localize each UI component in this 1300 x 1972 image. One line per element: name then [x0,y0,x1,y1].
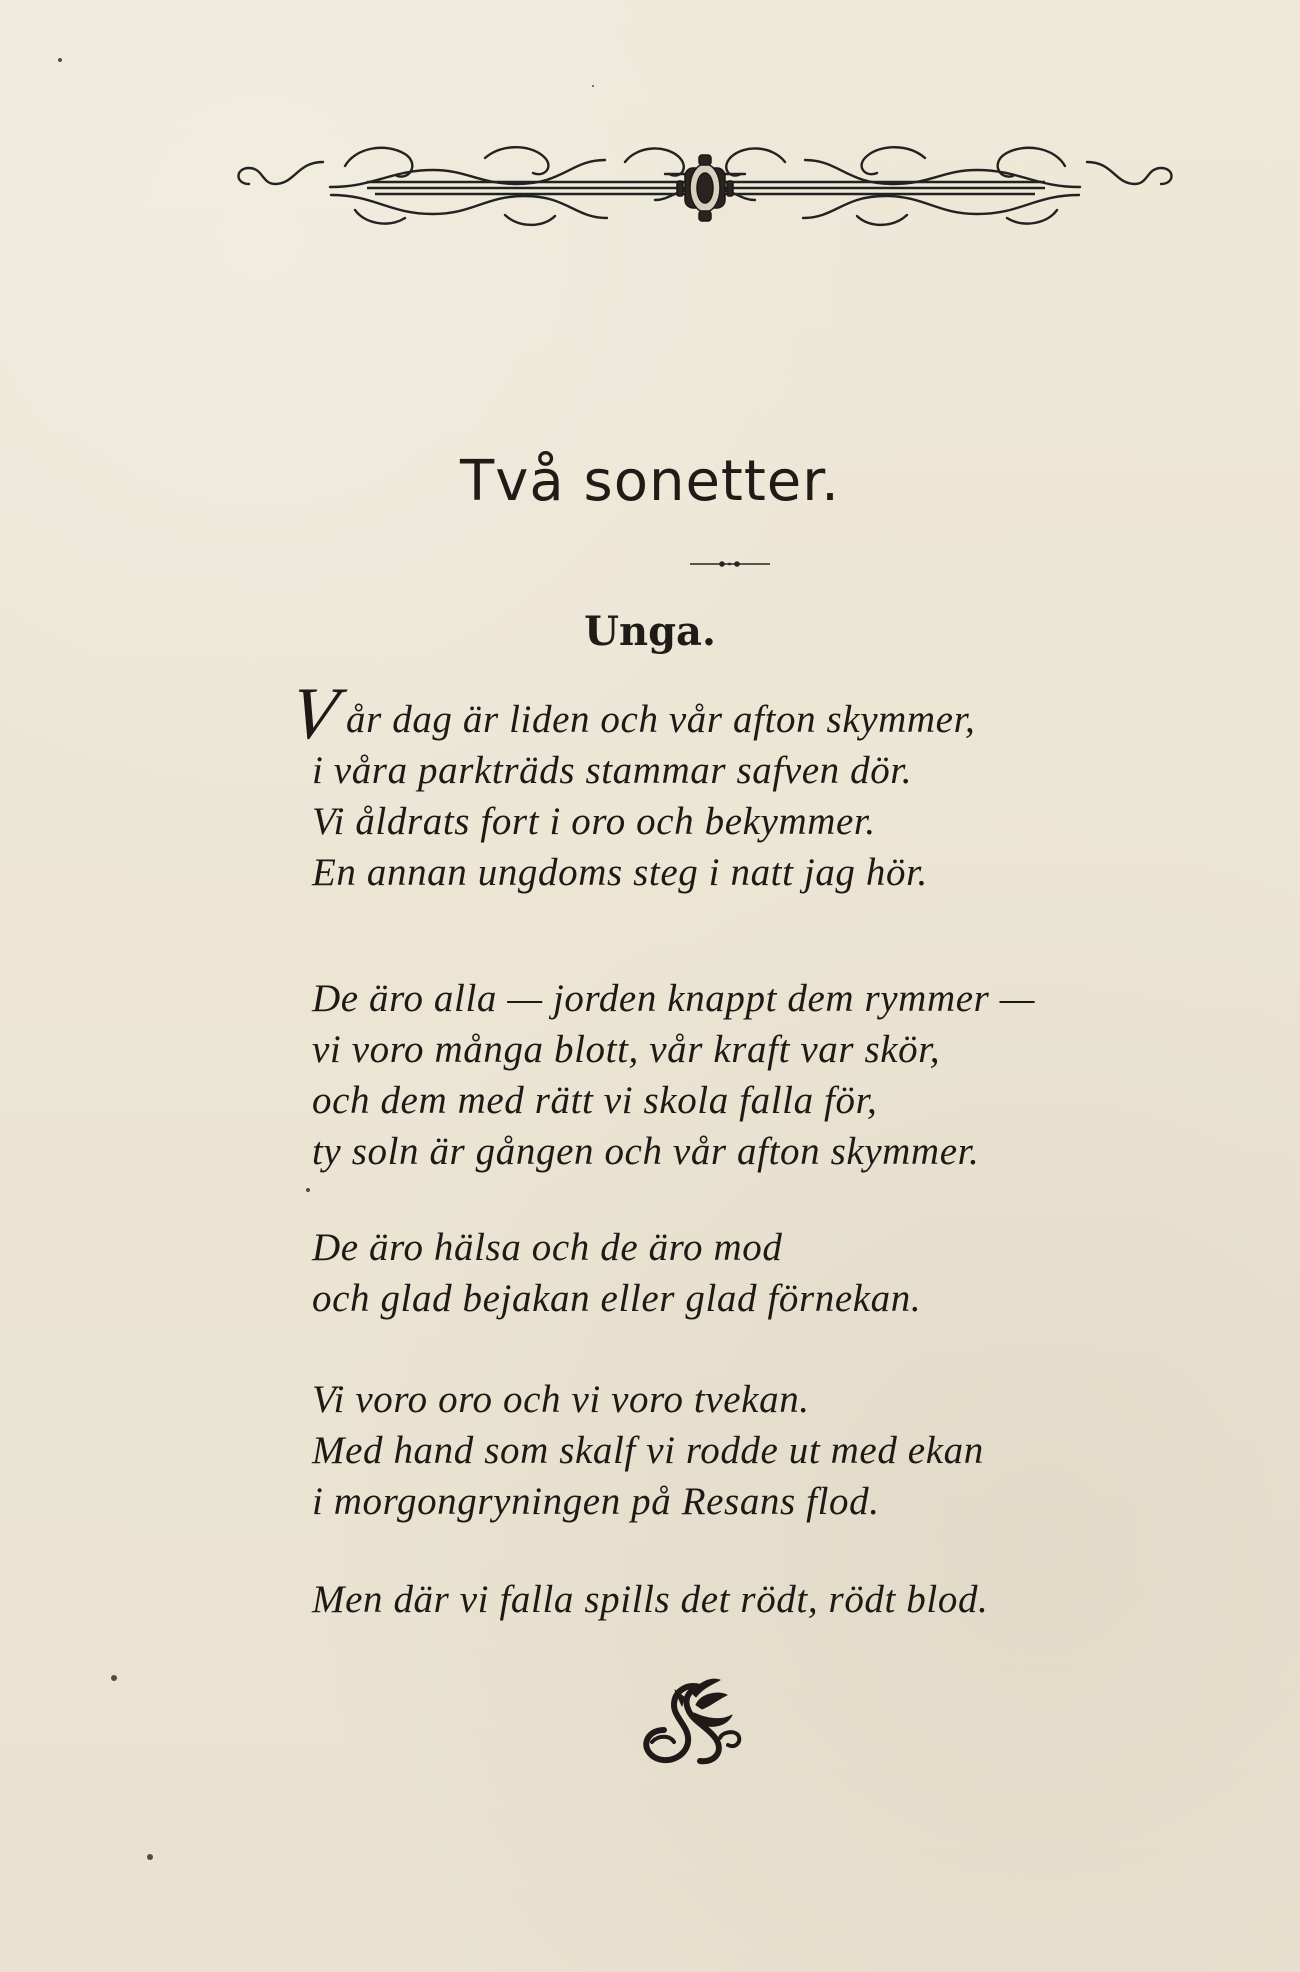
poem-line-10: och glad bejakan eller glad förnekan. [312,1277,922,1320]
poem-line-5: De äro alla — jorden knappt dem rymmer — [312,977,1036,1020]
top-ornament [235,126,1175,238]
title-rule-ornament [690,559,770,569]
page-title: Två sonetter. [460,449,840,514]
poem-line-6: vi voro många blott, vår kraft var skör, [312,1028,941,1071]
section-title: Unga. [584,608,716,655]
poem-line-1 [285,673,976,755]
page-speck [306,1188,310,1192]
page-speck [147,1854,153,1860]
page-speck [592,85,594,87]
poem-line-2: i våra parkträds stammar safven dör. [312,749,913,792]
poem-line-14: Men där vi falla spills det rödt, rödt blod. [312,1578,989,1621]
poem-line-12: Med hand som skalf vi rodde ut med ekan [312,1429,984,1472]
drop-cap: V [285,673,344,755]
poem-line-8: ty soln är gången och vår afton skymmer. [312,1130,980,1173]
poem-line-9: De äro hälsa och de äro mod [312,1226,783,1269]
tailpiece-ornament [630,1675,755,1765]
poem-line-3: Vi åldrats fort i oro och bekymmer. [312,800,876,843]
poem-line-11: Vi voro oro och vi voro tvekan. [312,1378,810,1421]
poem-line-text: år dag är liden och vår afton skymmer, [346,698,976,741]
page-speck [58,58,62,62]
poem-line-7: och dem med rätt vi skola falla för, [312,1079,878,1122]
poem-line-4: En annan ungdoms steg i natt jag hör. [312,851,928,894]
poem-line-13: i morgongryningen på Resans flod. [312,1480,880,1523]
page-speck [111,1675,117,1681]
